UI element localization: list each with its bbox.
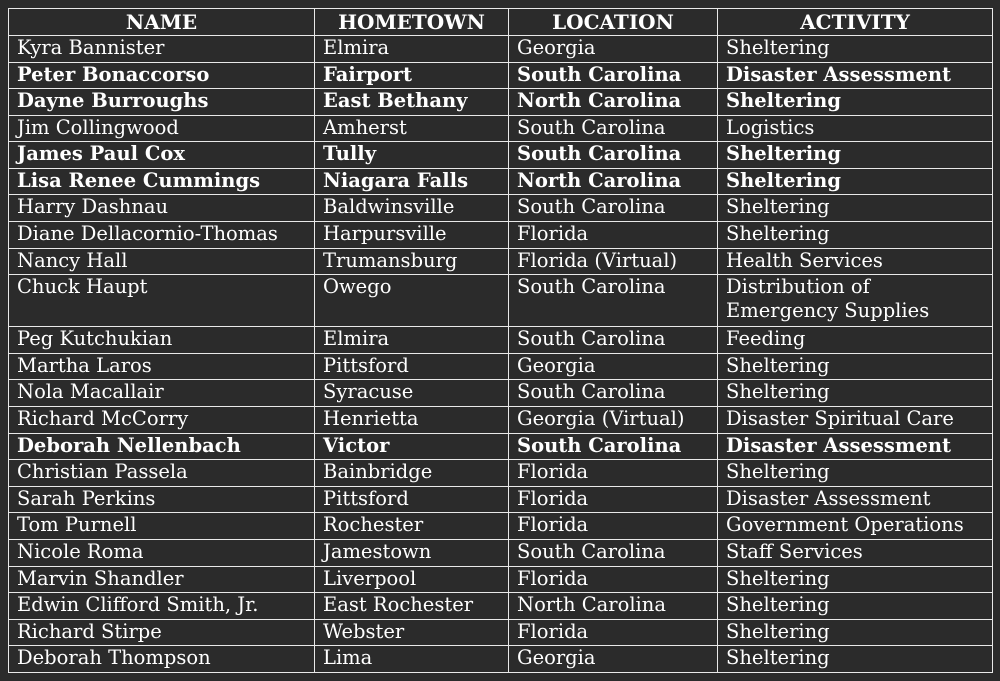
cell-name: Sarah Perkins: [9, 486, 315, 513]
table-row: [9, 275, 993, 327]
cell-hometown: East Bethany: [315, 89, 509, 116]
cell-hometown: Elmira: [315, 327, 509, 354]
cell-location: Florida: [509, 486, 718, 513]
header-activity: ACTIVITY: [718, 9, 993, 36]
cell-activity: Sheltering: [718, 619, 993, 646]
cell-activity: Disaster Assessment: [718, 62, 993, 89]
cell-hometown: Pittsford: [315, 353, 509, 380]
table-header: [9, 9, 993, 36]
cell-activity: Feeding: [718, 327, 993, 354]
table-row: [9, 168, 993, 195]
cell-location: Florida: [509, 566, 718, 593]
cell-hometown: Jamestown: [315, 539, 509, 566]
cell-location: South Carolina: [509, 433, 718, 460]
cell-location: Florida: [509, 513, 718, 540]
cell-hometown: Tully: [315, 142, 509, 169]
cell-activity: Sheltering: [718, 593, 993, 620]
cell-location: Florida: [509, 222, 718, 249]
table-row: [9, 62, 993, 89]
cell-name: Nicole Roma: [9, 539, 315, 566]
cell-hometown: Pittsford: [315, 486, 509, 513]
cell-hometown: Amherst: [315, 115, 509, 142]
cell-location: South Carolina: [509, 539, 718, 566]
header-name: NAME: [9, 9, 315, 36]
cell-name: Christian Passela: [9, 460, 315, 487]
cell-location: South Carolina: [509, 115, 718, 142]
cell-name: Edwin Clifford Smith, Jr.: [9, 593, 315, 620]
cell-name: Peg Kutchukian: [9, 327, 315, 354]
cell-activity: Sheltering: [718, 646, 993, 673]
cell-hometown: Henrietta: [315, 407, 509, 434]
table-row: [9, 513, 993, 540]
cell-hometown: East Rochester: [315, 593, 509, 620]
cell-name: Chuck Haupt: [9, 275, 315, 327]
table-row: [9, 248, 993, 275]
cell-activity: Distribution of Emergency Supplies: [718, 275, 993, 327]
table-row: [9, 353, 993, 380]
table-row: [9, 646, 993, 673]
cell-location: Georgia (Virtual): [509, 407, 718, 434]
cell-name: Diane Dellacornio-Thomas: [9, 222, 315, 249]
cell-location: South Carolina: [509, 275, 718, 327]
cell-name: Harry Dashnau: [9, 195, 315, 222]
table-row: [9, 195, 993, 222]
table-row: [9, 327, 993, 354]
cell-hometown: Rochester: [315, 513, 509, 540]
cell-location: Florida: [509, 460, 718, 487]
cell-name: Nancy Hall: [9, 248, 315, 275]
cell-location: Georgia: [509, 646, 718, 673]
cell-location: South Carolina: [509, 62, 718, 89]
cell-name: Deborah Thompson: [9, 646, 315, 673]
cell-activity: Disaster Spiritual Care: [718, 407, 993, 434]
table-row: [9, 380, 993, 407]
cell-name: James Paul Cox: [9, 142, 315, 169]
cell-location: North Carolina: [509, 168, 718, 195]
table-row: [9, 593, 993, 620]
cell-name: Tom Purnell: [9, 513, 315, 540]
table-row: [9, 619, 993, 646]
cell-activity: Disaster Assessment: [718, 433, 993, 460]
table-row: [9, 89, 993, 116]
header-hometown: HOMETOWN: [315, 9, 509, 36]
cell-hometown: Baldwinsville: [315, 195, 509, 222]
table-row: [9, 222, 993, 249]
table-body: [9, 36, 993, 673]
cell-hometown: Bainbridge: [315, 460, 509, 487]
cell-activity: Sheltering: [718, 142, 993, 169]
header-row: [9, 9, 993, 36]
cell-location: North Carolina: [509, 89, 718, 116]
cell-location: South Carolina: [509, 327, 718, 354]
cell-activity: Logistics: [718, 115, 993, 142]
cell-name: Kyra Bannister: [9, 36, 315, 63]
cell-activity: Health Services: [718, 248, 993, 275]
table-row: [9, 407, 993, 434]
cell-name: Dayne Burroughs: [9, 89, 315, 116]
cell-activity: Sheltering: [718, 460, 993, 487]
table-row: [9, 36, 993, 63]
header-location: LOCATION: [509, 9, 718, 36]
cell-hometown: Harpursville: [315, 222, 509, 249]
cell-location: South Carolina: [509, 195, 718, 222]
cell-hometown: Liverpool: [315, 566, 509, 593]
table-row: [9, 539, 993, 566]
cell-name: Peter Bonaccorso: [9, 62, 315, 89]
cell-activity: Government Operations: [718, 513, 993, 540]
cell-location: Georgia: [509, 353, 718, 380]
cell-activity: Sheltering: [718, 89, 993, 116]
table-row: [9, 460, 993, 487]
cell-location: Georgia: [509, 36, 718, 63]
cell-hometown: Syracuse: [315, 380, 509, 407]
cell-location: South Carolina: [509, 380, 718, 407]
cell-hometown: Elmira: [315, 36, 509, 63]
cell-name: Richard McCorry: [9, 407, 315, 434]
cell-hometown: Trumansburg: [315, 248, 509, 275]
cell-hometown: Lima: [315, 646, 509, 673]
cell-hometown: Owego: [315, 275, 509, 327]
cell-activity: Sheltering: [718, 566, 993, 593]
cell-activity: Sheltering: [718, 380, 993, 407]
cell-activity: Sheltering: [718, 36, 993, 63]
cell-name: Nola Macallair: [9, 380, 315, 407]
cell-name: Richard Stirpe: [9, 619, 315, 646]
cell-hometown: Niagara Falls: [315, 168, 509, 195]
cell-location: Florida (Virtual): [509, 248, 718, 275]
cell-location: Florida: [509, 619, 718, 646]
cell-activity: Sheltering: [718, 222, 993, 249]
cell-hometown: Victor: [315, 433, 509, 460]
table-row: [9, 142, 993, 169]
volunteer-table: [8, 8, 993, 673]
cell-hometown: Webster: [315, 619, 509, 646]
cell-hometown: Fairport: [315, 62, 509, 89]
volunteer-table-container: [8, 8, 992, 673]
cell-name: Lisa Renee Cummings: [9, 168, 315, 195]
cell-activity: Staff Services: [718, 539, 993, 566]
table-row: [9, 486, 993, 513]
table-row: [9, 433, 993, 460]
cell-name: Martha Laros: [9, 353, 315, 380]
table-row: [9, 115, 993, 142]
cell-name: Deborah Nellenbach: [9, 433, 315, 460]
table-row: [9, 566, 993, 593]
cell-location: South Carolina: [509, 142, 718, 169]
cell-activity: Sheltering: [718, 353, 993, 380]
cell-activity: Sheltering: [718, 195, 993, 222]
cell-name: Jim Collingwood: [9, 115, 315, 142]
cell-name: Marvin Shandler: [9, 566, 315, 593]
cell-location: North Carolina: [509, 593, 718, 620]
cell-activity: Sheltering: [718, 168, 993, 195]
cell-activity: Disaster Assessment: [718, 486, 993, 513]
